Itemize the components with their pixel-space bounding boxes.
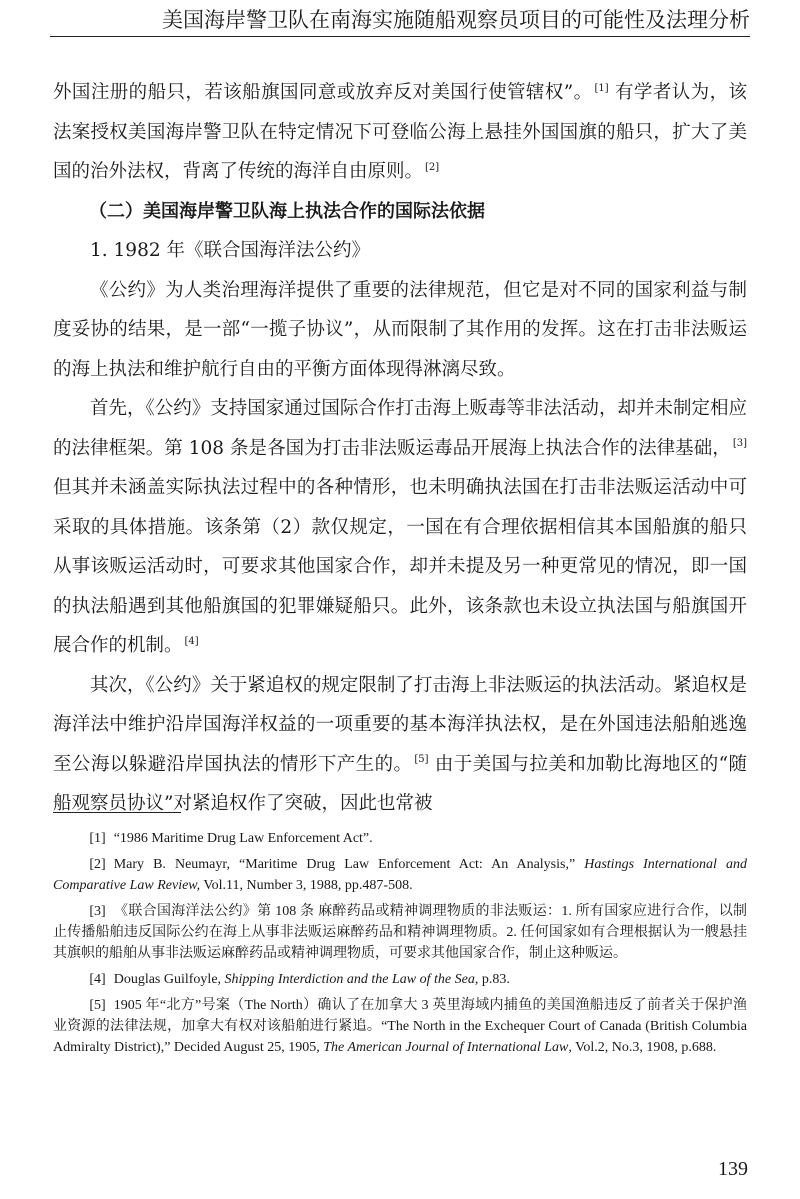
footnote-separator [53, 812, 181, 813]
footnote-text: 《联合国海洋法公约》第 108 条 麻醉药品或精神调理物质的非法贩运：1. 所有国家应进行合作，以制止传播船舶违反国际公约在海上从事非法贩运麻醉药品和精神调理物质。2. 任何国家如有合理根据认为一艘悬挂其旗帜的船舶从事非法贩运麻醉药品或精神调理物质，可要求其他国家合作，制止这种贩运。 [53, 904, 747, 961]
paragraph-text: 外国注册的船只，若该船旗国同意或放弃反对美国行使管辖权”。 [53, 82, 593, 103]
paragraph-text: 但其并未涵盖实际执法过程中的各种情形，也未明确执法国在打击非法贩运活动中可采取的具体措施。该条第（2）款仅规定，一国在有合理依据相信其本国船旗的船只从事该贩运活动时，可要求其他国家合作，却并未提及另一种更常见的情况，即一国的执法船遇到其他船旗国的犯罪嫌疑船只。此外，该条款也未设立执法国与船旗国开展合作的机制。 [53, 477, 747, 656]
footnote-text: The American Journal of International Law [323, 1040, 569, 1055]
footnote [53, 969, 747, 990]
section-heading [53, 192, 747, 232]
footnote-reference: [3] [732, 438, 747, 450]
article-body [53, 73, 747, 824]
body-paragraph [53, 73, 747, 192]
footnote-text: , Vol.2, No.3, 1908, p.688. [568, 1040, 717, 1055]
footnote-text: Mary B. Neumayr, “Maritime Drug Law Enforcement Act: An Analysis,” [113, 857, 585, 872]
footnote-reference: [5] [414, 754, 429, 766]
footnote [53, 854, 747, 896]
body-paragraph [53, 271, 747, 390]
paragraph-text: 其次，《公约》关于紧追权的规定限制了打击海上非法贩运的执法活动。紧追权是海洋法中维护沿岸国海洋权益的一项重要的基本海洋执法权，是在外国违法船舶逃逸至公海以躲避沿岸国执法的情形下产生的。 [53, 674, 747, 775]
footnote-text: Shipping Interdiction and the Law of the Sea [224, 972, 475, 987]
footnote-text: Hastings International and Comparative Law Review, [53, 857, 747, 893]
paragraph-text: 1. 1982 年《联合国海洋法公约》 [90, 240, 370, 261]
footnote-text: , p.83. [474, 972, 510, 987]
footnote-number: [1] [89, 831, 106, 846]
footnotes [53, 828, 747, 1063]
paragraph-text: 有学者认为，该法案授权美国海岸警卫队在特定情况下可登临公海上悬挂外国国旗的船只，扩大了美国的治外法权，背离了传统的海洋自由原则。 [53, 82, 747, 182]
footnote-reference: [1] [594, 82, 609, 94]
footnote-number: [2] [89, 857, 106, 872]
footnote-number: [5] [89, 998, 106, 1013]
footnote-reference: [2] [425, 161, 440, 173]
running-head: 美国海岸警卫队在南海实施随船观察员项目的可能性及法理分析 [50, 6, 750, 37]
body-paragraph [53, 666, 747, 824]
footnote [53, 901, 747, 964]
footnote-text: “1986 Maritime Drug Law Enforcement Act”. [113, 831, 373, 846]
body-paragraph [53, 389, 747, 666]
footnote [53, 828, 747, 849]
body-paragraph [53, 231, 747, 271]
paragraph-text: 《公约》为人类治理海洋提供了重要的法律规范，但它是对不同的国家利益与制度妥协的结果，是一部“一揽子协议”，从而限制了其作用的发挥。这在打击非法贩运的海上执法和维护航行自由的平衡方面体现得淋漓尽致。 [53, 279, 747, 380]
footnote-reference: [4] [184, 635, 199, 647]
footnote-text: 1905 年“北方”号案（The North）确认了在加拿大 3 英里海域内捕鱼的美国渔船违反了前者关于保护渔业资源的法律法规，加拿大有权对该船舶进行紧追。“The North in the Exchequer Court of Canada (British Columbia Admiralty District),” Decided August 25, 1905, [53, 998, 747, 1055]
paragraph-text: 首先，《公约》支持国家通过国际合作打击海上贩毒等非法活动，却并未制定相应的法律框架。第 108 条是各国为打击非法贩运毒品开展海上执法合作的法律基础， [53, 398, 747, 459]
footnote-number: [3] [89, 904, 106, 919]
footnote [53, 995, 747, 1058]
paragraph-text: 由于美国与拉美和加勒比海地区的“随船观察员协议”对紧追权作了突破，因此也常被 [53, 753, 747, 814]
footnote-text: Douglas Guilfoyle, [113, 972, 225, 987]
footnote-text: Vol.11, Number 3, 1988, pp.487-508. [200, 878, 413, 893]
paragraph-text: （二）美国海岸警卫队海上执法合作的国际法依据 [89, 200, 485, 222]
page-number: 139 [718, 1158, 748, 1180]
footnote-number: [4] [89, 972, 106, 987]
